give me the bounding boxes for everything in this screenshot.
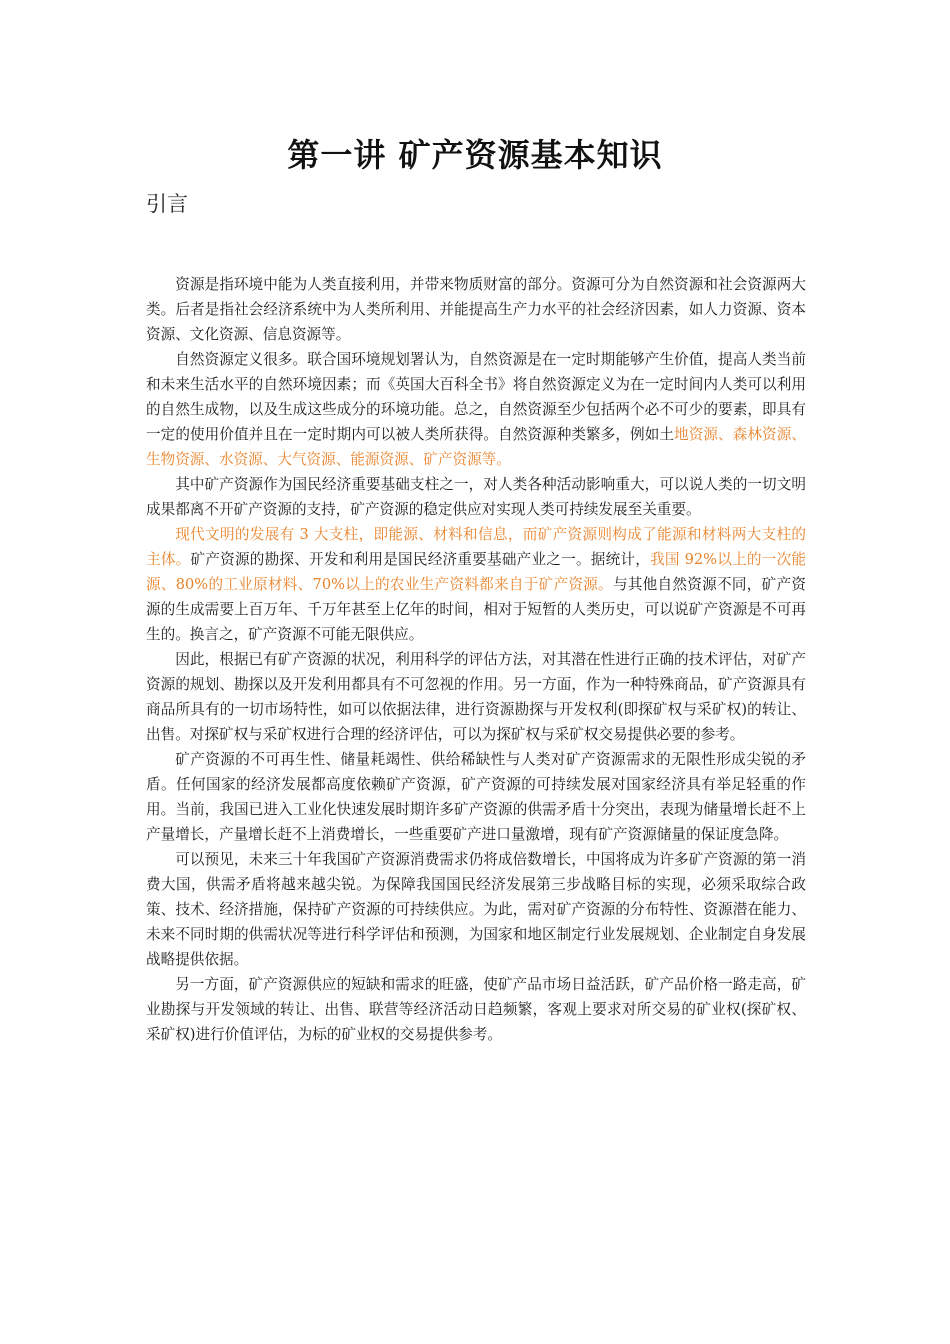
paragraph-text: 矿产资源的不可再生性、储量耗竭性、供给稀缺性与人类对矿产资源需求的无限性形成尖锐的矛盾。任何国家的经济发展都高度依赖矿产资源，矿产资源的可持续发展对国家经济具有举足轻重的作用。当前，我国已进入工业化快速发展时期许多矿产资源的供需矛盾十分突出，表现为储量增长赶不上产量增长，产量增长赶不上消费增长，一些重要矿产进口量激增，现有矿产资源储量的保证度急降。: [146, 751, 806, 843]
paragraph-text: 另一方面，矿产资源供应的短缺和需求的旺盛，使矿产品市场日益活跃，矿产品价格一路走高，矿业勘探与开发领域的转让、出售、联营等经济活动日趋频繁，客观上要求对所交易的矿业权(探矿权、采矿权)进行价值评估，为标的矿业权的交易提供参考。: [146, 976, 806, 1043]
body-paragraph: [146, 747, 806, 847]
highlighted-text: 地资源、森林资源、生物资源、水资源、大气资源、能源资源、矿产资源等。: [146, 426, 806, 468]
document-body: [146, 272, 806, 1047]
paragraph-text: 因此，根据已有矿产资源的状况，利用科学的评估方法，对其潜在性进行正确的技术评估，对矿产资源的规划、勘探以及开发利用都具有不可忽视的作用。另一方面，作为一种特殊商品，矿产资源具有商品所具有的一切市场特性，如可以依据法律，进行资源勘探与开发权利(即探矿权与采矿权)的转让、出售。对探矿权与采矿权进行合理的经济评估，可以为探矿权与采矿权交易提供必要的参考。: [146, 651, 806, 743]
body-paragraph: [146, 272, 806, 347]
highlighted-text: 我国 92%以上的一次能源、80%的工业原材料、70%以上的农业生产资料都来自于矿产资源。: [146, 551, 806, 593]
page-title: 第一讲 矿产资源基本知识: [287, 136, 663, 174]
body-paragraph: [146, 647, 806, 747]
paragraph-text: 矿产资源的勘探、开发和利用是国民经济重要基础产业之一。据统计，: [190, 551, 651, 568]
section-heading: 引言: [146, 192, 188, 216]
body-paragraph: [146, 347, 806, 472]
highlighted-text: 现代文明的发展有 3 大支柱，即能源、材料和信息，而矿产资源则构成了能源和材料两大支柱的主体。: [146, 526, 806, 568]
paragraph-text: 与其他自然资源不同，矿产资源的生成需要上百万年、千万年甚至上亿年的时间，相对于短暂的人类历史，可以说矿产资源是不可再生的。换言之，矿产资源不可能无限供应。: [146, 576, 806, 643]
body-paragraph: [146, 522, 806, 647]
paragraph-text: 资源是指环境中能为人类直接利用，并带来物质财富的部分。资源可分为自然资源和社会资源两大类。后者是指社会经济系统中为人类所利用、并能提高生产力水平的社会经济因素，如人力资源、资本资源、文化资源、信息资源等。: [146, 276, 806, 343]
paragraph-text: 自然资源定义很多。联合国环境规划署认为，自然资源是在一定时期能够产生价值，提高人类当前和未来生活水平的自然环境因素；而《英国大百科全书》将自然资源定义为在一定时间内人类可以利用的自然生成物，以及生成这些成分的环境功能。总之，自然资源至少包括两个必不可少的要素，即具有一定的使用价值并且在一定时期内可以被人类所获得。自然资源种类繁多，例如土: [146, 351, 806, 443]
paragraph-text: 其中矿产资源作为国民经济重要基础支柱之一，对人类各种活动影响重大，可以说人类的一切文明成果都离不开矿产资源的支持，矿产资源的稳定供应对实现人类可持续发展至关重要。: [146, 476, 806, 518]
body-paragraph: [146, 972, 806, 1047]
body-paragraph: [146, 847, 806, 972]
paragraph-text: 可以预见，未来三十年我国矿产资源消费需求仍将成倍数增长，中国将成为许多矿产资源的第一消费大国，供需矛盾将越来越尖锐。为保障我国国民经济发展第三步战略目标的实现，必须采取综合政策、技术、经济措施，保持矿产资源的可持续供应。为此，需对矿产资源的分布特性、资源潜在能力、未来不同时期的供需状况等进行科学评估和预测，为国家和地区制定行业发展规划、企业制定自身发展战略提供依据。: [146, 851, 806, 968]
body-paragraph: [146, 472, 806, 522]
